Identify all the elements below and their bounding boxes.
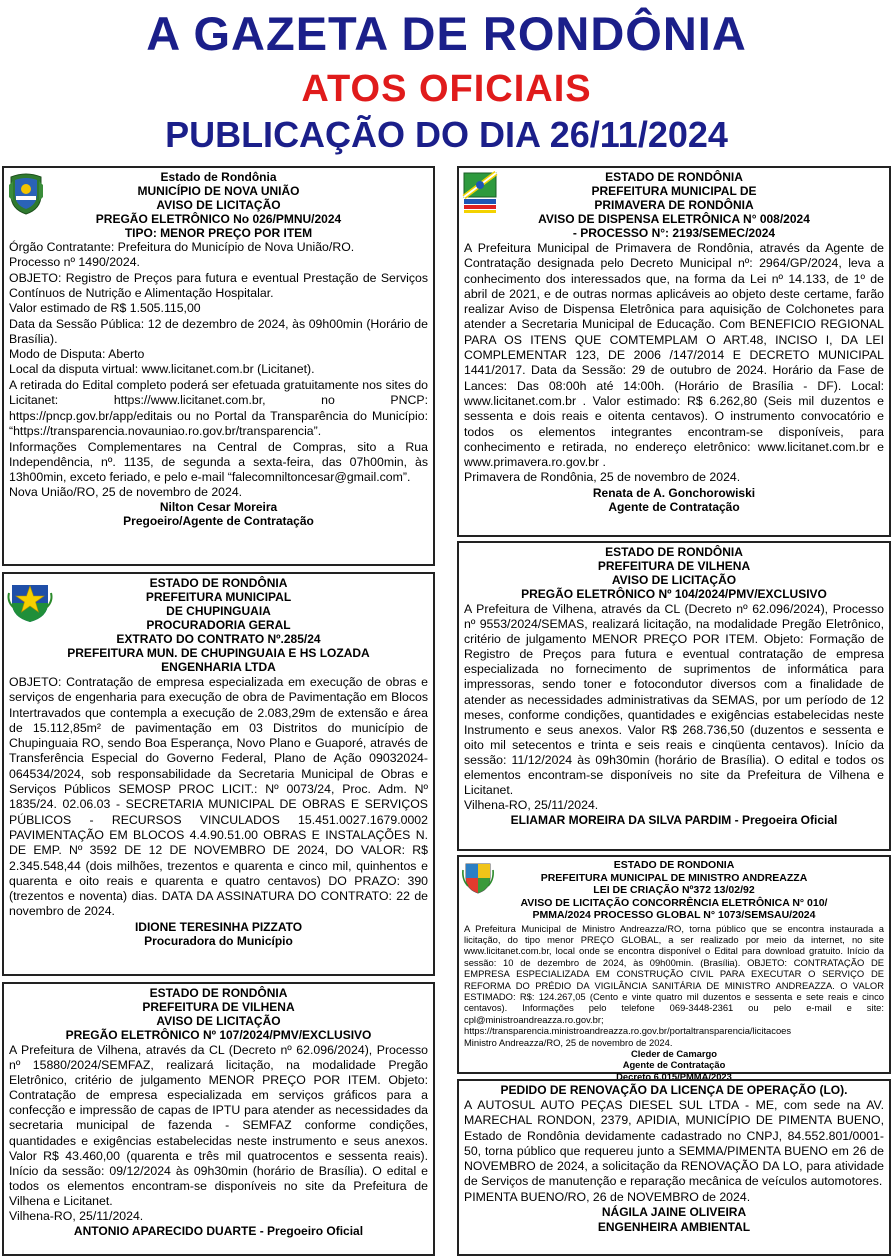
notice-municipality: PREFEITURA MUNICIPAL DE bbox=[591, 184, 757, 198]
notice-body: A Prefeitura de Vilhena, através da CL (Decreto nº 62.096/2024), Processo nº 15880/2024/SEMFAZ, realizará licitação, na modalidade Pregão Eletrônico, critério de julgamento MENOR PREÇO POR ITEM. Objeto: Contratação de empresa especializada em serviços gráficos para a confecção e impressão de capas de IPTU para atender as necessidades da secretaria municipal de fazenda - SEMFAZ conforme condições, quantidades e exigências estabelecidas neste instrumento e seus anexos. Valor R$ 43.460,00 (quarenta e três mil quatrocentos e sessenta reais). Início da sessão: 09/12/2024 às 09h30min (horário de Brasília). O edital e todos os elementos encontram-se disponíveis no site da Prefeitura de Vilhena e Licitanet. bbox=[9, 1043, 428, 1208]
notice-paragraph: OBJETO: Registro de Preços para futura e eventual Prestação de Serviços Contínuos de Nutrição e Alimentação Hospitalar. bbox=[9, 271, 428, 301]
notice-department: PROCURADORIA GERAL bbox=[146, 618, 291, 632]
notice-vilhena-107 bbox=[2, 982, 435, 1256]
notice-body: A Prefeitura de Vilhena, através da CL (Decreto nº 62.096/2024), Processo nº 9553/2024/SEMAS, realizará licitação, na modalidade Pregão Eletrônico, critério de julgamento MENOR PREÇO POR ITEM. Objeto: Formação de Registro de Preços para futura e eventual contratação de empresa especializada no fornecimento de suprimentos de informática para impressoras, sendo toner e fotocondutor diversos com a finalidade de atender as necessidades administrativas da SEMAS, por um período de 12 meses, conforme condições, quantidades e exigências estabelecidas neste Instrumento e seus anexos. Valor R$ 268.736,50 (duzentos e sessenta e oito mil setecentos e trinta e seis reais e cinqüenta centavos). Início da sessão: 11/12/2024 às 09h30min (horário de Brasília). O edital e todos os elementos encontram-se disponíveis no site da Prefeitura de Vilhena e Licitanet. bbox=[464, 602, 884, 798]
signatory-name: Cleder de Camargo bbox=[631, 1047, 717, 1059]
notice-type: AVISO DE LICITAÇÃO CONCORRÊNCIA ELETRÔNICA N° 010/ bbox=[520, 896, 828, 909]
notice-state: ESTADO DE RONDONIA bbox=[613, 859, 735, 871]
notice-municipality-name: DE CHUPINGUAIA bbox=[166, 604, 271, 618]
notice-body: A AUTOSUL AUTO PEÇAS DIESEL SUL LTDA - ME, com sede na AV. MARECHAL RONDON, 2379, APIDIA, MUNICÍPIO DE PIMENTA BUENO, Estado de Rondônia devidamente cadastrado no CNPJ, 84.552.801/0001-50, torna público que requereu junto a SEMMA/PIMENTA BUENO em 26 de NOVEMBRO de 2024, a solicitação da RENOVAÇÃO DA LO, para atividade de Serviços de manutenção e reparação mecânica de veículos automotores. bbox=[464, 1098, 884, 1189]
signatory: ELIAMAR MOREIRA DA SILVA PARDIM - Pregoeira Oficial bbox=[510, 813, 838, 828]
notice-process-number: PMMA/2024 PROCESSO GLOBAL N° 1073/SEMSAU/2024 bbox=[532, 909, 816, 921]
notice-process-number: - PROCESSO N°: 2193/SEMEC/2024 bbox=[572, 226, 776, 240]
notice-procurement-number: PREGÃO ELETRÔNICO Nº 107/2024/PMV/EXCLUSIVO bbox=[65, 1028, 372, 1042]
notice-procurement-number: PREGÃO ELETRÔNICO No 026/PMNU/2024 bbox=[95, 212, 342, 226]
notice-paragraph: Local da disputa virtual: www.licitanet.com.br (Licitanet). bbox=[9, 362, 315, 377]
signatory-role: Procuradora do Município bbox=[144, 934, 293, 949]
signatory-role: Pregoeiro/Agente de Contratação bbox=[123, 514, 314, 529]
notice-type: AVISO DE DISPENSA ELETRÔNICA N° 008/2024 bbox=[538, 212, 810, 226]
signatory-decree: Decreto 6.015/PMMA/2023 bbox=[616, 1070, 732, 1082]
signatory-name: Renata de A. Gonchorowiski bbox=[592, 485, 756, 500]
notice-place-date: PIMENTA BUENO/RO, 26 de NOVEMBRO de 2024. bbox=[464, 1189, 751, 1204]
notice-municipality: MUNICÍPIO DE NOVA UNIÃO bbox=[137, 184, 300, 198]
notice-autosul-license bbox=[457, 1079, 891, 1256]
notice-type: AVISO DE LICITAÇÃO bbox=[156, 1014, 281, 1028]
notice-place-date: Primavera de Rondônia, 25 de novembro de 2024. bbox=[464, 470, 741, 485]
notice-procurement-number: PREGÃO ELETRÔNICO Nº 104/2024/PMV/EXCLUSIVO bbox=[521, 587, 827, 601]
notice-type: AVISO DE LICITAÇÃO bbox=[156, 198, 281, 212]
notice-place-date: Vilhena-RO, 25/11/2024. bbox=[464, 798, 599, 813]
notice-paragraph: A retirada do Edital completo poderá ser efetuada gratuitamente nos sites do Licitanet: https://www.licitanet.com.br, no PNCP: https://pncp.gov.br/app/editais ou no Portal da Transparência do Município: “https://transparencia.novauniao.ro.gov.br/transparencia”. bbox=[9, 378, 428, 438]
notice-state: ESTADO DE RONDÔNIA bbox=[149, 576, 288, 590]
signatory-name: Nilton Cesar Moreira bbox=[159, 499, 278, 514]
notice-title: PEDIDO DE RENOVAÇÃO DA LICENÇA DE OPERAÇÃO (LO). bbox=[500, 1083, 848, 1097]
section-title: ATOS OFICIAIS bbox=[301, 68, 592, 110]
signatory-name: NÁGILA JAINE OLIVEIRA bbox=[601, 1205, 747, 1220]
notice-type: AVISO DE LICITAÇÃO bbox=[611, 573, 737, 587]
notice-chupinguaia bbox=[2, 572, 435, 976]
notice-paragraph: Processo nº 1490/2024. bbox=[9, 255, 140, 270]
notice-state: ESTADO DE RONDÔNIA bbox=[149, 986, 288, 1000]
notice-ministro-andreazza bbox=[457, 855, 891, 1082]
notice-municipality: PREFEITURA MUNICIPAL bbox=[145, 590, 292, 604]
notice-vilhena-104 bbox=[457, 541, 891, 851]
publication-date-line: PUBLICAÇÃO DO DIA 26/11/2024 bbox=[165, 114, 728, 155]
notice-criterion: TIPO: MENOR PREÇO POR ITEM bbox=[124, 226, 313, 240]
notice-paragraph: Informações Complementares na Central de Compras, sito a Rua Independência, nº. 1135, de segunda a sexta-feira, das 07h00min, às 13h00min, exceto feriado, e pelo e-mail “falecomniltoncesar@gmail.com”. bbox=[9, 439, 428, 484]
notice-primavera bbox=[457, 166, 891, 537]
signatory-name: IDIONE TERESINHA PIZZATO bbox=[134, 919, 303, 934]
municipal-flag-icon bbox=[462, 171, 498, 215]
notice-municipality: PREFEITURA MUNICIPAL DE MINISTRO ANDREAZZA bbox=[540, 871, 808, 884]
signatory: ANTONIO APARECIDO DUARTE - Pregoeiro Oficial bbox=[73, 1224, 364, 1239]
notice-nova-uniao bbox=[2, 166, 435, 566]
notice-paragraph: Data da Sessão Pública: 12 de dezembro de 2024, às 09h00min (Horário de Brasília). bbox=[9, 317, 428, 347]
signatory-role: ENGENHEIRA AMBIENTAL bbox=[597, 1219, 751, 1234]
municipal-shield-icon bbox=[463, 860, 493, 894]
notice-body: A Prefeitura Municipal de Primavera de Rondônia, através da Agente de Contratação designada pelo Decreto Municipal nº: 2964/GP/2024, leva a conhecimento dos interessados que, na forma da Lei nº 14.133, de 1º de abril de 2021, e de outras normas aplicáveis ao objeto deste certame, farão realizar Aviso de Dispensa Eletrônica para aquisição de Colchonetes para atender a Secretaria Municipal de Educação. Com BENEFICIO REGIONAL PARA OS ITENS QUE COMTEMPLAM O ART.48, INCISO I, DA LEI COMPLEMENTAR 123, DE 2006 /147/2014 E DECRETO MUNICIPAL 1441/2017. Data da Sessão: 29 de outubro de 2024. Horário da Fase de Lances: Das 08:00h até 14:00h. (Horário de Brasília - DF). Local: www.licitanet.com.br . Valor estimado: R$ 6.262,80 (Seis mil duzentos e sessenta e dois reais e oitenta centavos). O instrumento convocatório e todos os elementos integrantes encontram-se disponíveis, para conhecimento e retirada, no endereço eletrônico: www.licitanet.com.br e www.primavera.ro.gov.br . bbox=[464, 241, 884, 470]
notice-paragraph: Valor estimado de R$ 1.505.115,00 bbox=[9, 301, 201, 316]
notice-state: ESTADO DE RONDÔNIA bbox=[605, 170, 743, 184]
notice-parties: PREFEITURA MUN. DE CHUPINGUAIA E HS LOZADA bbox=[67, 646, 370, 660]
notice-municipality-name: PRIMAVERA DE RONDÔNIA bbox=[594, 198, 754, 212]
notice-place-date: Ministro Andreazza/RO, 25 de novembro de 2024. bbox=[464, 1036, 673, 1048]
notice-body: OBJETO: Contratação de empresa especializada em execução de obras e serviços de engenharia para execução de obra de Pavimentação em Blocos Intertravados que contempla a execução de 2.083,29m de extensão e área de 15.112,85m² de pavimentação em 03 Distritos do município de Chupinguaia RO, sendo Boa Esperança, Novo Plano e Guaporé, através de Transferência Especial do Governo Federal, Plano de Ação 09032024-064534/2024, sob responsabilidade da Secretaria Municipal de Obras e Serviços Públicos SEMOSP PROC LICIT.: Nº 0073/24, Proc. Adm. Nº 1835/24. 02.06.03 - SECRETARIA MUNICIPAL DE OBRAS E SERVIÇOS PÚBLICOS - RECURSOS VINCULADOS 15.451.0027.1679.0002 PAVIMENTAÇÃO EM BLOCOS 4.4.90.51.00 OBRAS E INSTALAÇÕES N. DE EMP. Nº 3592 DE 12 DE NOVEMBRO DE 2024, DO VALOR: R$ 2.345.548,44 (dois milhões, trezentos e quarenta e cinco mil, quinhentos e quarenta e oito reais e quarenta e quatro centavos) DO PRAZO: 390 (trezentos e noventa) dias. DATA DA ASSINATURA DO CONTRATO: 22 de novembro de 2024. bbox=[9, 675, 428, 919]
notice-place-date: Nova União/RO, 25 de novembro de 2024. bbox=[9, 484, 243, 499]
signatory-role: Agente de Contratação bbox=[622, 1059, 726, 1071]
notice-creation-law: LEI DE CRIAÇÃO Nº372 13/02/92 bbox=[593, 884, 755, 896]
notice-paragraph: Órgão Contratante: Prefeitura do Município de Nova União/RO. bbox=[9, 240, 355, 254]
state-star-crest-icon bbox=[7, 577, 53, 623]
notice-municipality: PREFEITURA DE VILHENA bbox=[142, 1000, 295, 1014]
notice-body: A Prefeitura Municipal de Ministro Andreazza/RO, torna público que se encontra instaurada a licitação, do tipo menor PREÇO GLOBAL, a ser realizado por meio da internet, no site www.licitanet.com.br, local onde se encontra disponível o Edital para download gratuito. Início da sessão: 10 de dezembro de 2024, às 09h00min. (Brasília). OBJETO: CONTRATAÇÃO DE EMPRESA ESPECIALIZADA EM CONSTRUÇÃO CIVIL PARA EXECUTAR O SERVIÇO DE REFORMA DO PRÉDIO DA VIGILÂNCIA SANITÁRIA DE MINISTRO ANDREAZZA. O VALOR ESTIMADO: R$: 124.267,05 (Cento e vinte quatro mil duzentos e sessenta e sete reais e cinco centavos). Informações pelo telefone 069-3448-2361 ou pelo e-mail e site: cpl@ministroandreazza.ro.gov.br; https://transparencia.ministroandreazza.ro.gov.br/portaltransparencia/licitacoes bbox=[464, 922, 884, 1037]
masthead bbox=[0, 0, 893, 165]
newspaper-title: A GAZETA DE RONDÔNIA bbox=[146, 7, 747, 60]
notice-parties-cont: ENGENHARIA LTDA bbox=[161, 660, 276, 674]
municipal-coat-of-arms-icon bbox=[7, 171, 45, 215]
notice-type: EXTRATO DO CONTRATO Nº.285/24 bbox=[116, 632, 321, 646]
notice-state: Estado de Rondônia bbox=[160, 170, 277, 184]
notice-state: ESTADO DE RONDÔNIA bbox=[605, 545, 743, 559]
notice-paragraph: Modo de Disputa: Aberto bbox=[9, 347, 145, 362]
notice-place-date: Vilhena-RO, 25/11/2024. bbox=[9, 1209, 144, 1224]
notice-municipality: PREFEITURA DE VILHENA bbox=[597, 559, 751, 573]
signatory-role: Agente de Contratação bbox=[608, 500, 740, 515]
